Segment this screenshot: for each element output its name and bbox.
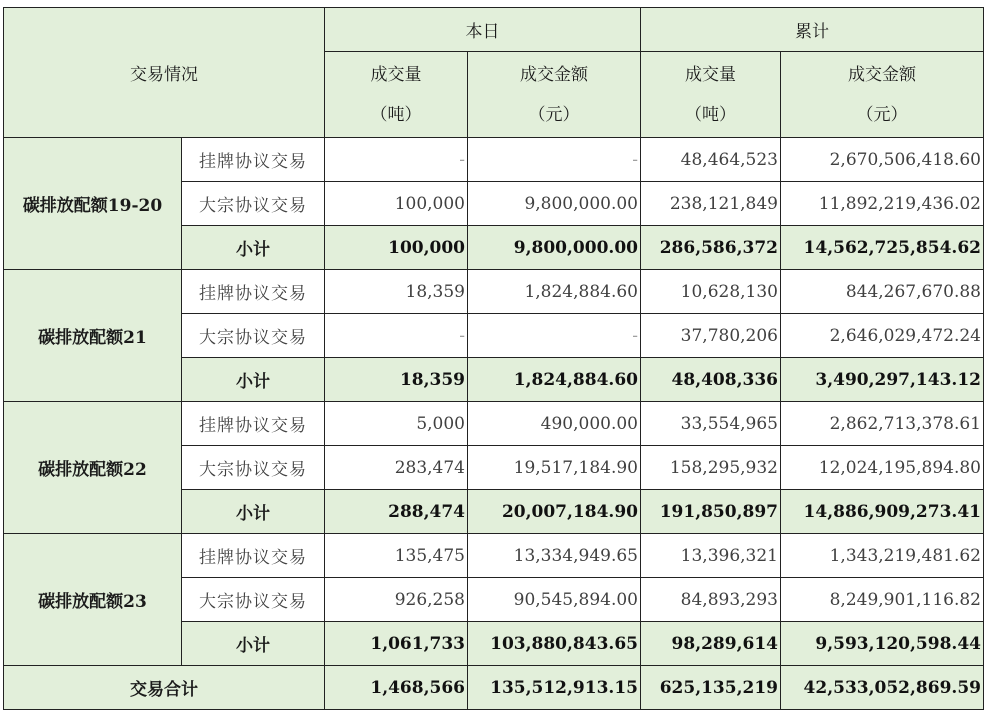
trade-type: 挂牌协议交易 [182, 138, 325, 182]
trade-type: 大宗协议交易 [182, 446, 325, 490]
cum-amount: 1,343,219,481.62 [781, 534, 984, 578]
cum-amount: 2,862,713,378.61 [781, 402, 984, 446]
total-today-amount: 135,512,913.15 [468, 666, 641, 710]
cum-volume: 33,554,965 [641, 402, 781, 446]
trade-summary-table [3, 7, 984, 710]
trade-type: 大宗协议交易 [182, 578, 325, 622]
trade-status-header: 交易情况 [4, 8, 325, 138]
today-amount: 1,824,884.60 [468, 270, 641, 314]
cum-amount: 11,892,219,436.02 [781, 182, 984, 226]
total-cum-volume: 625,135,219 [641, 666, 781, 710]
cum-amount: 14,562,725,854.62 [781, 226, 984, 270]
today-amount: 1,824,884.60 [468, 358, 641, 402]
group-name: 碳排放配额19-20 [4, 138, 182, 270]
cum-volume: 37,780,206 [641, 314, 781, 358]
trade-type: 挂牌协议交易 [182, 534, 325, 578]
table-row [4, 402, 984, 446]
today-amount: 19,517,184.90 [468, 446, 641, 490]
cum-volume: 98,289,614 [641, 622, 781, 666]
cum-volume: 191,850,897 [641, 490, 781, 534]
today-volume: 926,258 [325, 578, 468, 622]
cum-volume: 84,893,293 [641, 578, 781, 622]
today-volume: 18,359 [325, 358, 468, 402]
cum-volume: 13,396,321 [641, 534, 781, 578]
cum-amount: 8,249,901,116.82 [781, 578, 984, 622]
total-today-volume: 1,468,566 [325, 666, 468, 710]
today-volume: 283,474 [325, 446, 468, 490]
cum-amount: 14,886,909,273.41 [781, 490, 984, 534]
today-volume-header: 成交量 （吨） [325, 52, 468, 138]
table-row [4, 138, 984, 182]
today-volume: 100,000 [325, 226, 468, 270]
trade-type: 大宗协议交易 [182, 314, 325, 358]
today-amount: 20,007,184.90 [468, 490, 641, 534]
today-amount: 490,000.00 [468, 402, 641, 446]
cum-amount: 2,646,029,472.24 [781, 314, 984, 358]
group-name: 碳排放配额21 [4, 270, 182, 402]
cum-volume: 158,295,932 [641, 446, 781, 490]
group-name: 碳排放配额23 [4, 534, 182, 666]
today-header: 本日 [325, 8, 641, 52]
cum-volume: 10,628,130 [641, 270, 781, 314]
table-row [4, 270, 984, 314]
trade-type: 大宗协议交易 [182, 182, 325, 226]
table-row [4, 534, 984, 578]
today-volume: 5,000 [325, 402, 468, 446]
cum-amount: 12,024,195,894.80 [781, 446, 984, 490]
today-volume: 1,061,733 [325, 622, 468, 666]
cum-volume: 48,464,523 [641, 138, 781, 182]
today-amount: 13,334,949.65 [468, 534, 641, 578]
cum-amount: 2,670,506,418.60 [781, 138, 984, 182]
today-amount: - [468, 138, 641, 182]
today-amount: 90,545,894.00 [468, 578, 641, 622]
group-name: 碳排放配额22 [4, 402, 182, 534]
cum-volume: 48,408,336 [641, 358, 781, 402]
subtotal-label: 小计 [182, 622, 325, 666]
today-volume: 18,359 [325, 270, 468, 314]
subtotal-label: 小计 [182, 358, 325, 402]
today-volume: 288,474 [325, 490, 468, 534]
total-cum-amount: 42,533,052,869.59 [781, 666, 984, 710]
today-amount: - [468, 314, 641, 358]
today-amount: 9,800,000.00 [468, 226, 641, 270]
cumulative-header: 累计 [641, 8, 984, 52]
today-volume: 100,000 [325, 182, 468, 226]
total-row [4, 666, 984, 710]
cum-volume: 238,121,849 [641, 182, 781, 226]
today-amount-header: 成交金额 （元） [468, 52, 641, 138]
cum-amount: 3,490,297,143.12 [781, 358, 984, 402]
cum-volume-header: 成交量 （吨） [641, 52, 781, 138]
subtotal-label: 小计 [182, 490, 325, 534]
trade-type: 挂牌协议交易 [182, 402, 325, 446]
total-label: 交易合计 [4, 666, 325, 710]
cum-volume: 286,586,372 [641, 226, 781, 270]
today-volume: - [325, 138, 468, 182]
today-volume: - [325, 314, 468, 358]
subtotal-label: 小计 [182, 226, 325, 270]
today-amount: 9,800,000.00 [468, 182, 641, 226]
trade-type: 挂牌协议交易 [182, 270, 325, 314]
cum-amount-header: 成交金额 （元） [781, 52, 984, 138]
today-volume: 135,475 [325, 534, 468, 578]
today-amount: 103,880,843.65 [468, 622, 641, 666]
cum-amount: 9,593,120,598.44 [781, 622, 984, 666]
cum-amount: 844,267,670.88 [781, 270, 984, 314]
